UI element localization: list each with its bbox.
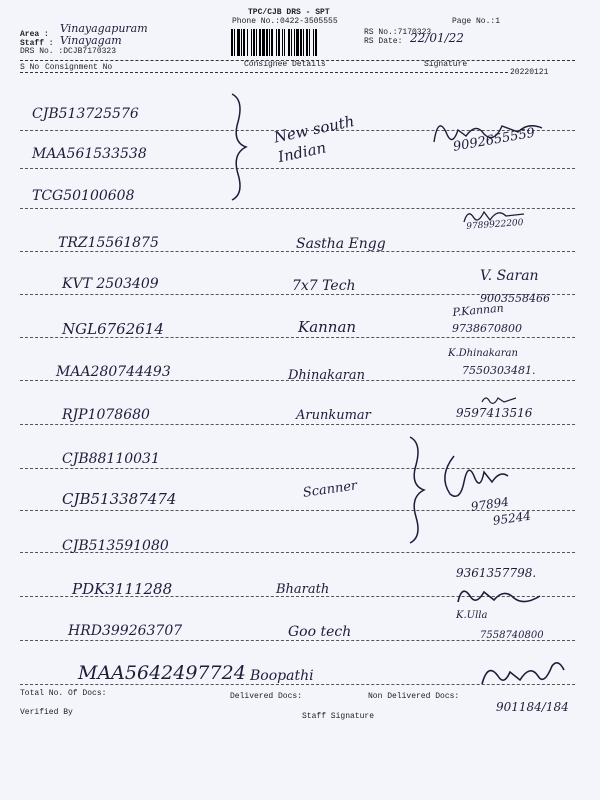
- consignment-number: NGL6762614: [62, 320, 164, 338]
- barcode-bars: [231, 29, 317, 56]
- barcode-bar: [234, 29, 235, 56]
- consignment-number: RJP1078680: [62, 407, 150, 423]
- barcode-bar: [253, 29, 255, 56]
- barcode-bar: [243, 29, 245, 56]
- signature-phone: 7550303481.: [462, 364, 536, 377]
- consignment-number: MAA5642497724: [78, 662, 246, 684]
- non-delivered-docs-label: Non Delivered Docs:: [368, 692, 460, 701]
- signature-name: [440, 112, 445, 113]
- staff-signature-label: Staff Signature: [302, 712, 375, 721]
- area-label: Area :: [20, 30, 49, 39]
- barcode-bar: [315, 29, 317, 56]
- barcode-bar: [262, 29, 265, 56]
- column-sno: S No: [20, 63, 40, 72]
- barcode-bar: [282, 29, 283, 56]
- barcode-bar: [306, 29, 308, 56]
- barcode-image: [230, 29, 356, 56]
- verified-by-label: Verified By: [20, 708, 73, 717]
- consignee-name: Dhinakaran: [288, 368, 366, 383]
- barcode-bar: [259, 29, 261, 56]
- signature-scrawl: [474, 656, 570, 696]
- consignee-name: New south Indian: [272, 111, 356, 167]
- signature-phone: 9003558466: [480, 292, 550, 305]
- barcode-bar: [256, 29, 257, 56]
- barcode-bar: [247, 29, 248, 56]
- signature-phone: 9738670800: [452, 322, 522, 335]
- barcode-bar: [284, 29, 285, 56]
- consignment-number: MAA561533538: [32, 146, 147, 162]
- rs-date-label: RS Date:: [364, 37, 403, 46]
- barcode-bar: [241, 29, 242, 56]
- brace-mark: [224, 92, 254, 202]
- signature-phone: 95244: [492, 508, 532, 528]
- row-rule: [20, 424, 575, 425]
- consignment-number: HRD399263707: [68, 623, 183, 639]
- phone-number: Phone No.:0422-3505555: [232, 17, 338, 26]
- total-docs-label: Total No. Of Docs:: [20, 689, 107, 698]
- consignment-number: KVT 2503409: [62, 276, 159, 292]
- barcode-bar: [251, 29, 252, 56]
- signature-name: P.Kannan: [452, 301, 505, 319]
- consignee-name: Boopathi: [250, 668, 314, 684]
- consignee-name: Kannan: [298, 318, 357, 336]
- barcode-bar: [271, 29, 273, 56]
- barcode-bar: [313, 29, 314, 56]
- consignment-number: PDK3111288: [72, 580, 173, 598]
- signature-phone: 97894: [470, 494, 510, 514]
- barcode-bar: [237, 29, 240, 56]
- consignee-name: Arunkumar: [296, 408, 371, 423]
- column-consignment: Consignment No: [45, 63, 113, 72]
- page-number: Page No.:1: [452, 17, 501, 26]
- delivered-docs-label: Delivered Docs:: [230, 692, 303, 701]
- consignee-name: Sastha Engg: [296, 236, 386, 252]
- barcode-bar: [300, 29, 302, 56]
- column-signature: Signature: [424, 60, 468, 69]
- consignment-number: CJB513387474: [62, 490, 177, 508]
- brace-mark: [402, 435, 432, 545]
- signature-phone: 9597413516: [456, 406, 533, 420]
- drs-number: DRS No. :DCJB7170323: [20, 47, 117, 56]
- consignee-name: Bharath: [276, 582, 330, 597]
- header-rule-bottom: [20, 72, 508, 73]
- row-rule: [20, 168, 575, 169]
- signature-scrawl: [480, 392, 520, 406]
- barcode-bar: [296, 29, 299, 56]
- barcode-bar: [276, 29, 277, 56]
- consignee-name: 7x7 Tech: [292, 278, 356, 294]
- barcode-bar: [278, 29, 280, 56]
- signature-name: K.Dhinakaran: [448, 348, 518, 359]
- staff-label: Staff :: [20, 39, 54, 48]
- barcode-bar: [309, 29, 310, 56]
- area-value: Vinayagapuram: [60, 22, 148, 35]
- barcode-bar: [266, 29, 268, 56]
- consignment-number: CJB513725576: [32, 106, 139, 122]
- consignment-number: MAA280744493: [56, 364, 171, 380]
- barcode-bar: [269, 29, 270, 56]
- consignee-name: Goo tech: [288, 624, 352, 640]
- document-title: TPC/CJB DRS - SPT: [248, 8, 330, 17]
- consignment-number: TRZ15561875: [58, 235, 159, 251]
- barcode-bar: [294, 29, 295, 56]
- barcode-bar: [231, 29, 233, 56]
- rs-number: RS No.:7170323: [364, 28, 432, 37]
- column-consignee: Consignee Details: [244, 60, 326, 69]
- signature-phone: 9361357798.: [456, 566, 537, 580]
- signature-phone: 9092655559: [452, 125, 537, 155]
- consignee-name: Scanner: [302, 478, 359, 501]
- signature-phone: 9789922200: [466, 218, 524, 232]
- signature-name: K.Ulla: [456, 610, 488, 621]
- signature-name: V. Saran: [480, 268, 539, 284]
- consignment-number: CJB88110031: [62, 451, 160, 467]
- barcode-bar: [291, 29, 292, 56]
- signature-phone: 901184/184: [496, 700, 569, 714]
- barcode-bar: [288, 29, 290, 56]
- consignment-number: CJB513591080: [62, 538, 169, 554]
- signature-phone: 7558740800: [480, 630, 544, 641]
- staff-value: Vinayagam: [60, 34, 122, 47]
- rs-date-value: 22/01/22: [410, 31, 464, 45]
- column-date-code: 20220121: [510, 68, 549, 77]
- signature-scrawl: [454, 582, 544, 608]
- barcode-bar: [303, 29, 304, 56]
- consignment-number: TCG50100608: [32, 188, 135, 204]
